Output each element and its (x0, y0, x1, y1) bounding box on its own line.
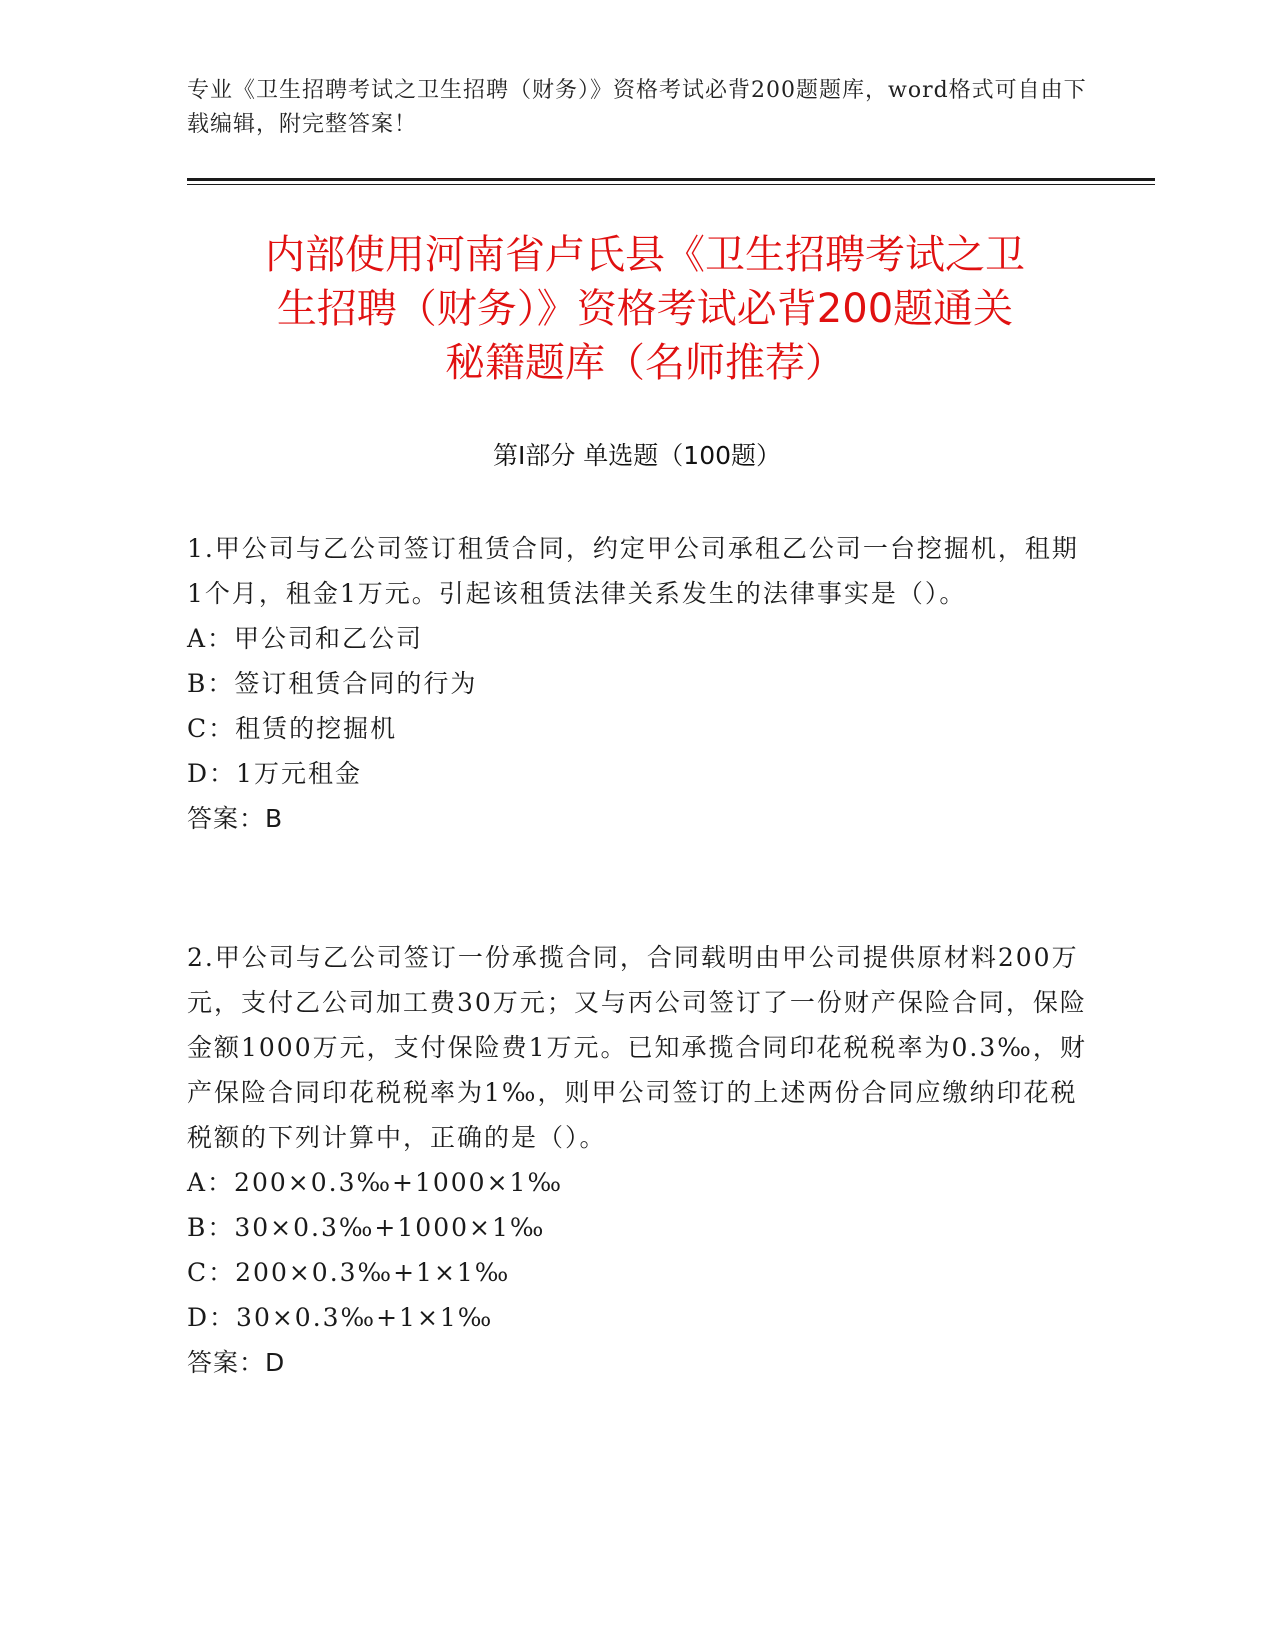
intro-text: 专业《卫生招聘考试之卫生招聘（财务）》资格考试必背200题题库，word格式可自由下载编辑，附完整答案！ (187, 78, 1087, 137)
option-c: C：200×0.3‰+1×1‰ (187, 1258, 511, 1287)
question-2 (187, 935, 1087, 1385)
option-b: B：签订租赁合同的行为 (187, 669, 478, 698)
document-title (195, 228, 1095, 390)
option-d: D：30×0.3‰+1×1‰ (187, 1303, 494, 1332)
option-c: C：租赁的挖掘机 (187, 714, 398, 743)
answer: 答案：D (187, 1348, 286, 1377)
title-line-2: 生招聘（财务）》资格考试必背200题通关 (276, 286, 1014, 332)
question-stem: 2.甲公司与乙公司签订一份承揽合同，合同载明由甲公司提供原材料200万元，支付乙公司加工费30万元；又与丙公司签订了一份财产保险合同，保险金额1000万元，支付保险费1万元。已知承揽合同印花税税率为0.3‰，财产保险合同印花税税率为1‰，则甲公司签订的上述两份合同应缴纳印花税税额的下列计算中，正确的是（）。 (187, 943, 1087, 1152)
option-b: B：30×0.3‰+1000×1‰ (187, 1213, 546, 1242)
title-line-1: 内部使用河南省卢氏县《卫生招聘考试之卫 (265, 232, 1025, 278)
option-a: A：甲公司和乙公司 (187, 624, 424, 653)
question-stem: 1.甲公司与乙公司签订租赁合同，约定甲公司承租乙公司一台挖掘机，租期1个月，租金1万元。引起该租赁法律关系发生的法律事实是（）。 (187, 534, 1079, 608)
section-title: 第I部分 单选题（100题） (492, 441, 782, 470)
header-divider-thick (187, 178, 1155, 181)
header-divider-thin (187, 184, 1155, 185)
question-1 (187, 526, 1087, 841)
option-a: A：200×0.3‰+1000×1‰ (187, 1168, 563, 1197)
answer: 答案：B (187, 804, 284, 833)
title-line-3: 秘籍题库（名师推荐） (445, 340, 845, 386)
option-d: D：1万元租金 (187, 759, 362, 788)
